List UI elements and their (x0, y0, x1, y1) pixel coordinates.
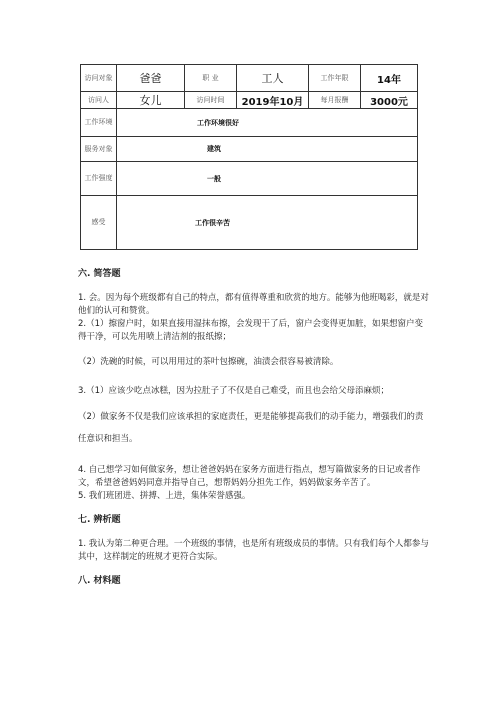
section-title-material: 八. 材料题 (78, 576, 121, 586)
cell-label-visit-time: 访问时间 (185, 92, 237, 109)
cell-label-environment: 工作环境 (81, 109, 117, 137)
answer-paragraph: 3.（1）应该少吃点冰糕，因为拉肚子了不仅是自己难受，而且也会给父母添麻烦； (78, 386, 390, 396)
cell-value-visitor: 女儿 (117, 92, 185, 109)
cell-value-intensity: 一般 (117, 162, 418, 196)
answer-paragraph: 4. 自己想学习如何做家务，想让爸爸妈妈在家务方面进行指点，想写篇做家务的日记或者作文，希望爸爸妈妈同意并指导自己，想帮妈妈分担先工作，妈妈做家务辛苦了。 (78, 465, 421, 488)
answer-paragraph: 5. 我们班团进、拼搏、上进，集体荣誉感强。 (78, 491, 251, 501)
section-title-short-answer: 六. 简答题 (78, 269, 121, 279)
answer-paragraph: 2.（1）擦窗户时，如果直接用湿抹布擦，会发现干了后，窗户会变得更加脏，如果想窗户变得干净，可以先用喷上清洁剂的报纸擦； (78, 319, 424, 342)
cell-value-years: 14年 (361, 65, 418, 92)
cell-label-intensity: 工作强度 (81, 162, 117, 196)
survey-table (80, 64, 418, 250)
cell-value-feeling: 工作很辛苦 (117, 196, 418, 250)
table-row (81, 109, 418, 137)
cell-label-years: 工作年限 (309, 65, 361, 92)
cell-value-occupation: 工人 (237, 65, 309, 92)
cell-label-feeling: 感受 (81, 196, 117, 250)
cell-label-salary: 每月报酬 (309, 92, 361, 109)
cell-label-visitor: 访问人 (81, 92, 117, 109)
answer-content (78, 268, 430, 588)
table-row (81, 162, 418, 196)
table-row (81, 65, 418, 92)
answer-paragraph: 1. 我认为第二种更合理。一个班级的事情，也是所有班级成员的事情。只有我们每个人都参与其中，这样制定的班规才更符合实际。 (78, 539, 429, 562)
answer-paragraph: 1. 会。因为每个班级都有自己的特点，都有值得尊重和欣赏的地方。能够为他班喝彩，就是对他们的认可和赞赏。 (78, 293, 429, 316)
cell-label-visit-target: 访问对象 (81, 65, 117, 92)
cell-value-environment: 工作环境很好 (117, 109, 418, 137)
cell-label-service-target: 服务对象 (81, 137, 117, 162)
cell-value-salary: 3000元 (361, 92, 418, 109)
cell-value-visit-time: 2019年10月 (237, 92, 309, 109)
cell-value-visit-target: 爸爸 (117, 65, 185, 92)
answer-paragraph: （2）洗碗的时候，可以用用过的茶叶包擦碗，油渍会很容易被清除。 (78, 357, 339, 367)
section-title-analysis: 七. 辨析题 (78, 515, 121, 525)
table-row (81, 196, 418, 250)
answer-paragraph: （2）做家务不仅是我们应该承担的家庭责任，更是能够提高我们的动手能力，增强我们的责任意识和担当。 (78, 412, 424, 444)
table-row (81, 137, 418, 162)
cell-value-service-target: 建筑 (117, 137, 418, 162)
cell-label-occupation: 职 业 (185, 65, 237, 92)
table-row (81, 92, 418, 109)
